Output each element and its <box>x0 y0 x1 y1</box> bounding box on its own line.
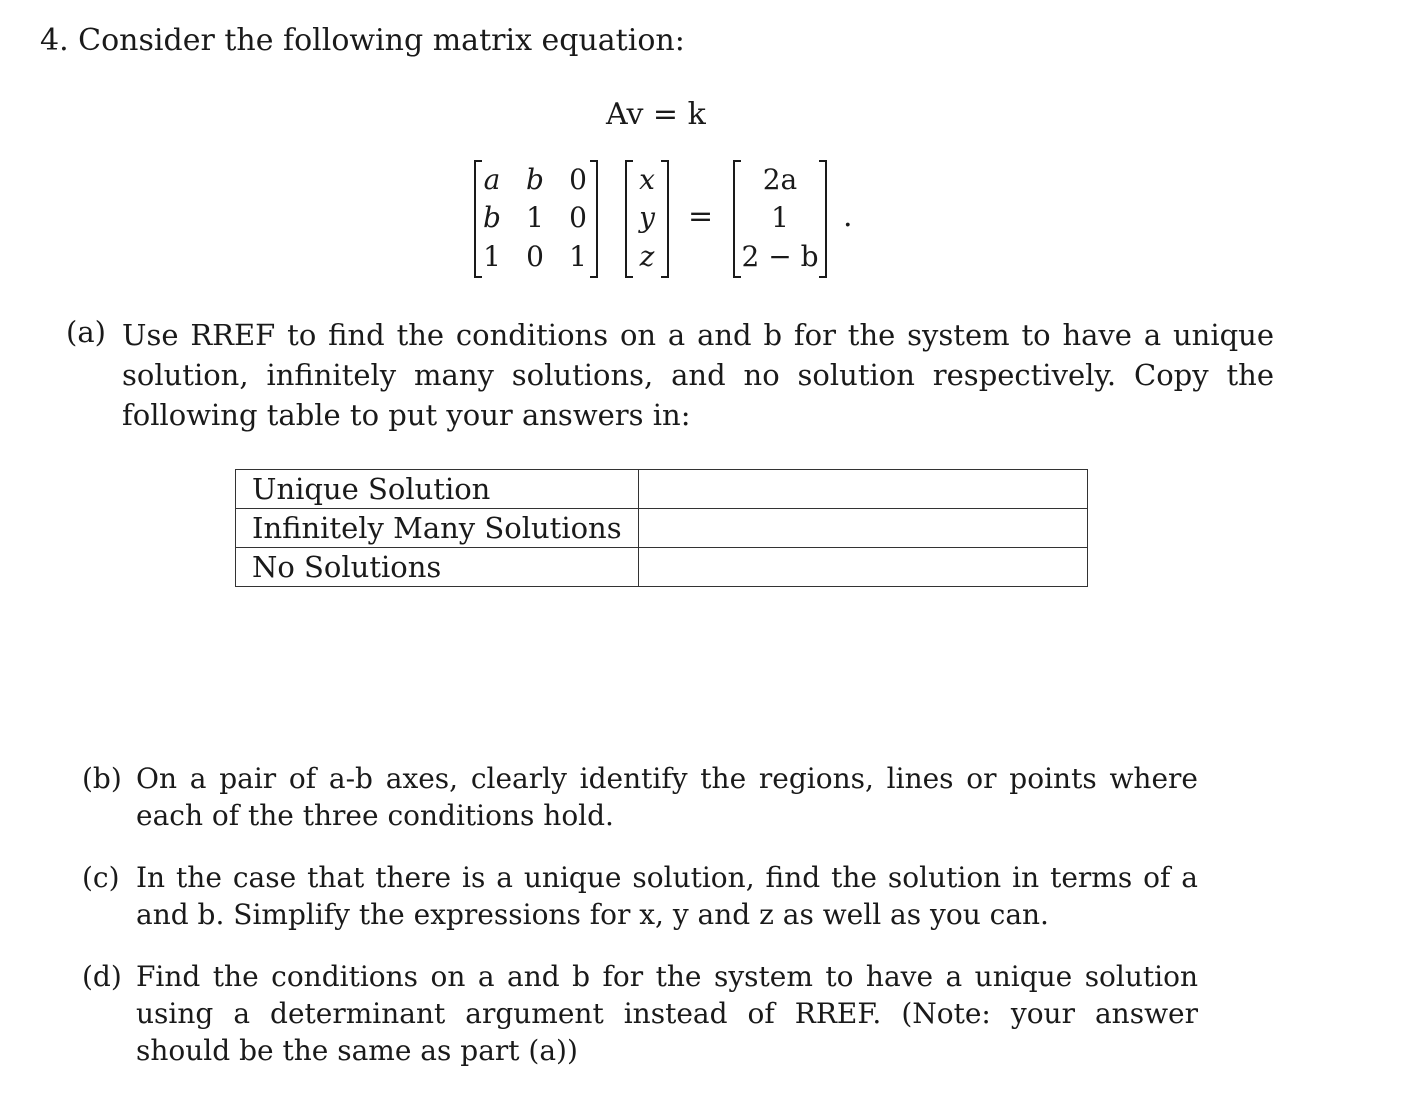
vector-cell: 2 − b <box>741 240 819 273</box>
matrix-cell: 1 <box>483 240 501 273</box>
answer-table <box>235 469 1088 587</box>
matrix-a <box>474 160 598 278</box>
part-c-text: In the case that there is a unique solution, find the solution in terms of a and b. Simplify the expressions for x, y and z as well as you can. <box>136 861 1198 931</box>
left-bracket <box>625 160 633 278</box>
vector-cell: x <box>639 163 655 196</box>
matrix-cell: b <box>526 163 544 196</box>
vector-cell: y <box>639 201 655 234</box>
right-bracket <box>590 160 598 278</box>
matrix-equation-label: Av = k <box>606 97 706 132</box>
vector-cell: z <box>639 240 655 273</box>
equals-sign: = <box>688 199 714 234</box>
matrix-cell: b <box>483 201 501 234</box>
problem-title: 4. Consider the following matrix equation: <box>40 23 685 58</box>
matrix-cell: 0 <box>526 240 544 273</box>
matrix-cell: 0 <box>569 201 587 234</box>
vector-v <box>625 160 669 278</box>
table-row-label: Infinitely Many Solutions <box>236 509 639 548</box>
table-answer-cell[interactable] <box>638 509 1087 548</box>
part-b-label: (b) <box>82 762 122 795</box>
matrix-cell: 1 <box>526 201 544 234</box>
part-a-label: (a) <box>66 315 106 349</box>
matrix-cell: 0 <box>569 163 587 196</box>
table-answer-cell[interactable] <box>638 548 1087 587</box>
part-c-label: (c) <box>82 861 120 894</box>
matrix-cell: 1 <box>569 240 587 273</box>
right-bracket <box>661 160 669 278</box>
table-row <box>236 548 1088 587</box>
table-row-label: No Solutions <box>236 548 639 587</box>
vector-cell: 2a <box>762 163 798 196</box>
part-a-text: Use RREF to find the conditions on a and b for the system to have a unique solution, infinitely many solutions, and no solution respectively. Copy the following table to put your answers in: <box>122 318 1274 432</box>
table-row <box>236 509 1088 548</box>
vector-cell: 1 <box>771 201 789 234</box>
equation-period: . <box>843 199 853 234</box>
part-d-text: Find the conditions on a and b for the system to have a unique solution using a determinant argument instead of RREF. (Note: your answer should be the same as part (a)) <box>136 960 1198 1067</box>
matrix-cell: a <box>483 163 501 196</box>
table-answer-cell[interactable] <box>638 470 1087 509</box>
vector-k <box>733 160 827 278</box>
part-b-text: On a pair of a-b axes, clearly identify the regions, lines or points where each of the three conditions hold. <box>136 762 1198 832</box>
table-row-label: Unique Solution <box>236 470 639 509</box>
part-d-label: (d) <box>82 960 122 993</box>
table-row <box>236 470 1088 509</box>
